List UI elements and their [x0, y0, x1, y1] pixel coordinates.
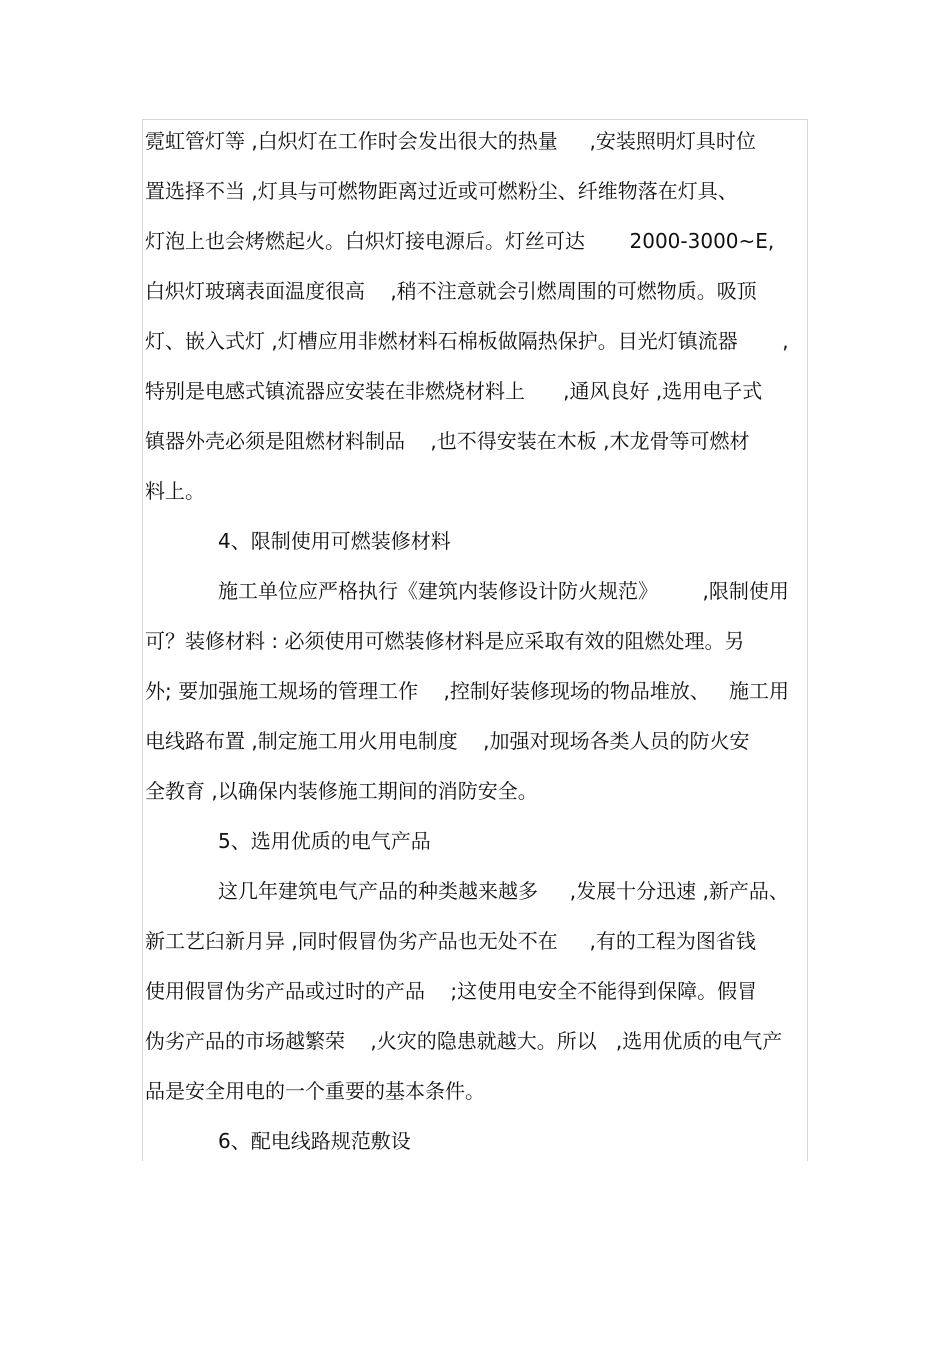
paragraph-line-14: 这几年建筑电气产品的种类越来越多 ,发展十分迅速 ,新产品、: [218, 879, 789, 903]
frame-right-border: [807, 119, 808, 1161]
paragraph-line-12: 电线路布置 ,制定施工用火用电制度 ,加强对现场各类人员的防火安: [145, 729, 750, 753]
paragraph-line-7: 镇器外壳必须是阻燃材料制品 ,也不得安装在木板 ,木龙骨等可燃材: [145, 429, 750, 453]
section-heading-6: 6、配电线路规范敷设: [218, 1129, 411, 1153]
frame-left-border: [142, 119, 143, 1161]
section-heading-5: 5、选用优质的电气产品: [218, 829, 431, 853]
paragraph-line-16: 使用假冒伪劣产品或过时的产品 ;这使用电安全不能得到保障。假冒: [145, 979, 758, 1003]
paragraph-line-18: 品是安全用电的一个重要的基本条件。: [145, 1079, 485, 1103]
paragraph-line-4: 白炽灯玻璃表面温度很高 ,稍不注意就会引燃周围的可燃物质。吸顶: [145, 279, 757, 303]
paragraph-line-6: 特别是电感式镇流器应安装在非燃烧材料上 ,通风良好 ,选用电子式: [145, 379, 763, 403]
paragraph-line-1: 霓虹管灯等 ,白炽灯在工作时会发出很大的热量 ,安装照明灯具时位: [145, 129, 756, 153]
frame-top-border: [142, 119, 808, 120]
paragraph-line-11: 外; 要加强施工规场的管理工作 ,控制好装修现场的物品堆放、 施工用: [145, 679, 789, 703]
paragraph-line-2: 置选择不当 ,灯具与可燃物距离过近或可燃粉尘、纤维物落在灯具、: [145, 179, 738, 203]
paragraph-line-3: 灯泡上也会烤燃起火。白炽灯接电源后。灯丝可达 2000-3000~E,: [145, 229, 775, 253]
section-heading-4: 4、限制使用可燃装修材料: [218, 529, 451, 553]
paragraph-line-5: 灯、嵌入式灯 ,灯槽应用非燃材料石棉板做隔热保护。目光灯镇流器 ,: [145, 329, 789, 353]
paragraph-line-15: 新工艺臼新月异 ,同时假冒伪劣产品也无处不在 ,有的工程为图省钱: [145, 929, 756, 953]
paragraph-line-9: 施工单位应严格执行《建筑内装修设计防火规范》 ,限制使用: [218, 579, 789, 603]
paragraph-line-8: 料上。: [145, 479, 205, 503]
paragraph-line-13: 全教育 ,以确保内装修施工期间的消防安全。: [145, 779, 538, 803]
paragraph-line-10: 可？装修材料 : 必须使用可燃装修材料是应采取有效的阻燃处理。另: [145, 629, 745, 653]
paragraph-line-17: 伪劣产品的市场越繁荣 ,火灾的隐患就越大。所以 ,选用优质的电气产: [145, 1029, 783, 1053]
